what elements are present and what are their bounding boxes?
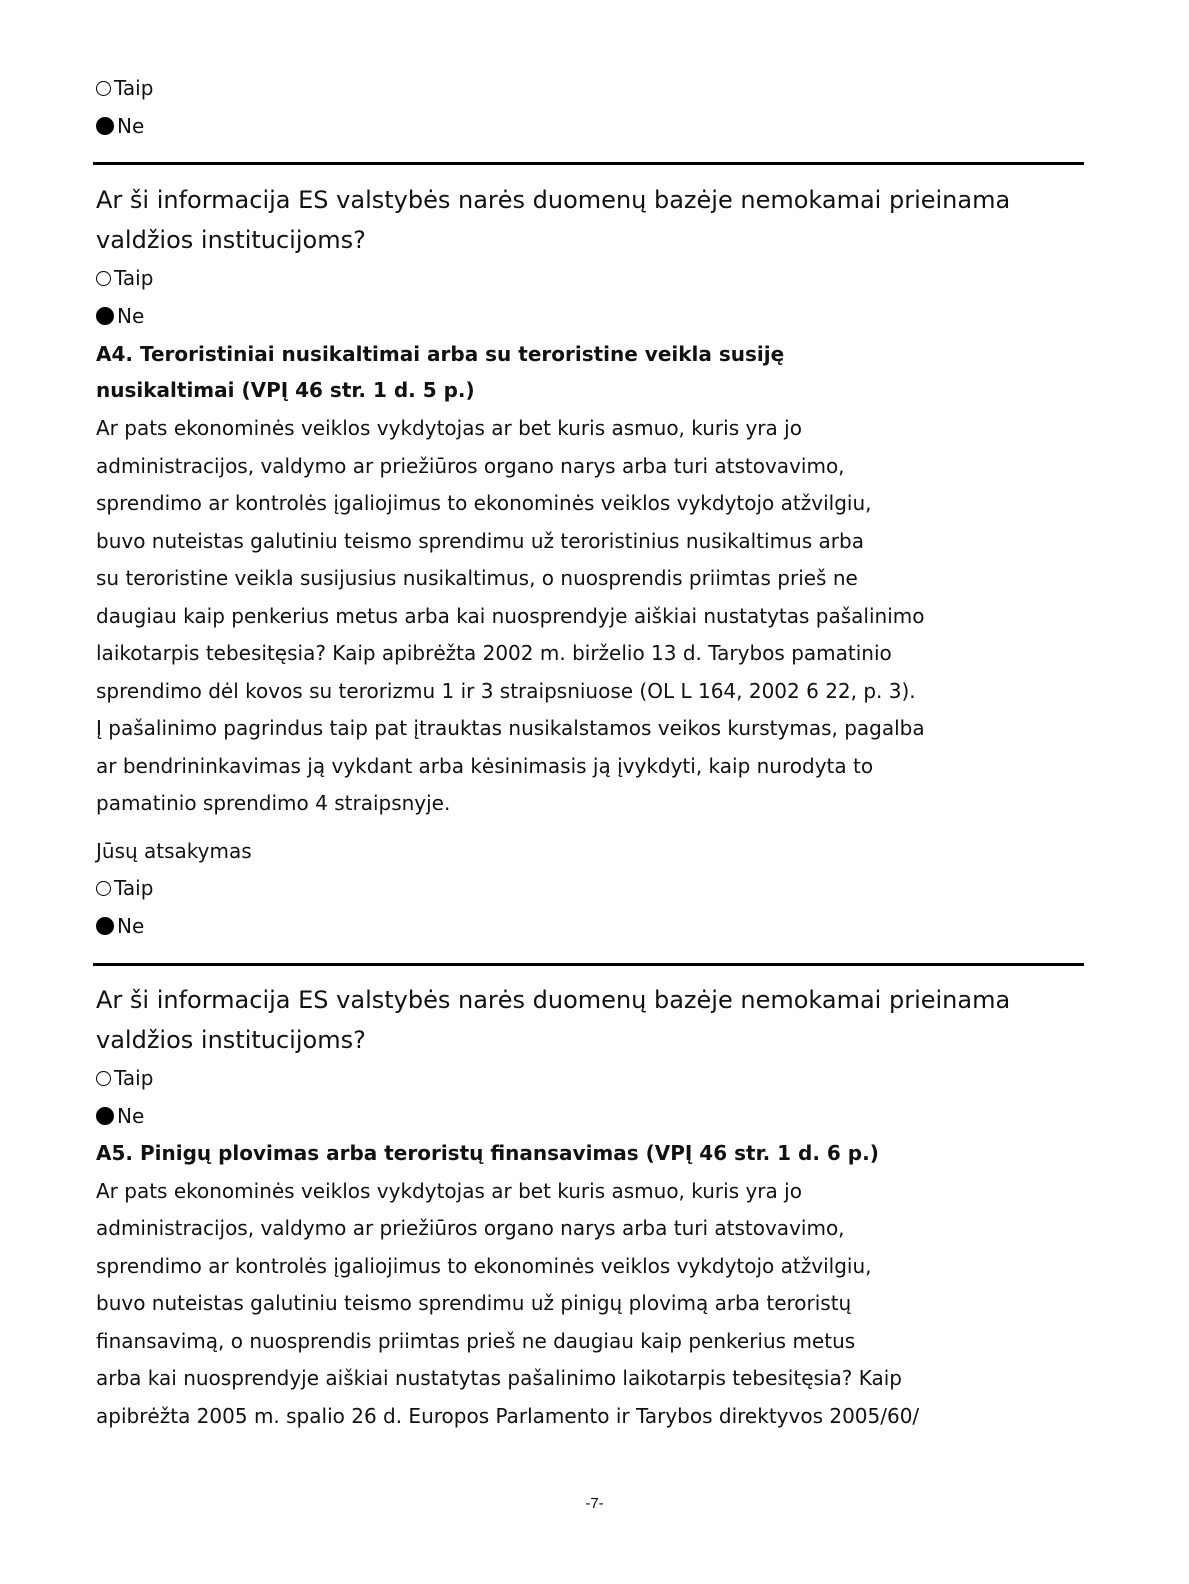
radio-checked-icon [96,307,114,325]
radio-option-taip[interactable] [96,69,153,107]
body-line: pamatinio sprendimo 4 straipsnyje. [96,791,451,815]
radio-checked-icon [96,917,114,935]
radio-option-ne[interactable] [96,1097,144,1135]
body-line: finansavimą, o nuosprendis priimtas prieš ne daugiau kaip penkerius metus [96,1329,856,1353]
radio-option-taip[interactable] [96,869,153,907]
body-line: sprendimo dėl kovos su terorizmu 1 ir 3 straipsniuose (OL L 164, 2002 6 22, p. 3). [96,679,916,703]
section-heading-a4: nusikaltimai (VPĮ 46 str. 1 d. 5 p.) [96,378,475,402]
section-heading-a4: A4. Teroristiniai nusikaltimai arba su teroristine veikla susiję [96,342,785,366]
body-line: arba kai nuosprendyje aiškiai nustatytas pašalinimo laikotarpis tebesitęsia? Kaip [96,1366,902,1390]
question-text: Ar ši informacija ES valstybės narės duomenų bazėje nemokamai prieinama [96,986,1011,1014]
radio-option-ne[interactable] [96,907,144,945]
body-line: daugiau kaip penkerius metus arba kai nuosprendyje aiškiai nustatytas pašalinimo [96,604,925,628]
body-line: sprendimo ar kontrolės įgaliojimus to ekonominės veiklos vykdytojo atžvilgiu, [96,491,872,515]
body-line: administracijos, valdymo ar priežiūros organo narys arba turi atstovavimo, [96,1216,845,1240]
body-line: apibrėžta 2005 m. spalio 26 d. Europos Parlamento ir Tarybos direktyvos 2005/60/ [96,1404,920,1428]
body-line: su teroristine veikla susijusius nusikaltimus, o nuosprendis priimtas prieš ne [96,566,858,590]
section-heading-a5: A5. Pinigų plovimas arba teroristų finansavimas (VPĮ 46 str. 1 d. 6 p.) [96,1141,879,1165]
body-line: administracijos, valdymo ar priežiūros organo narys arba turi atstovavimo, [96,454,845,478]
radio-unchecked-icon [96,81,111,96]
radio-unchecked-icon [96,1071,111,1086]
body-line: Į pašalinimo pagrindus taip pat įtrauktas nusikalstamos veikos kurstymas, pagalba [96,716,925,740]
body-line: buvo nuteistas galutiniu teismo sprendimu už teroristinius nusikaltimus arba [96,529,864,553]
body-line: Ar pats ekonominės veiklos vykdytojas ar bet kuris asmuo, kuris yra jo [96,1179,802,1203]
radio-label: Taip [114,876,154,900]
divider [93,963,1084,966]
radio-checked-icon [96,1107,114,1125]
radio-label: Ne [117,1104,145,1128]
radio-option-taip[interactable] [96,1059,153,1097]
radio-label: Ne [117,114,145,138]
radio-label: Ne [117,914,145,938]
body-line: buvo nuteistas galutiniu teismo sprendimu už pinigų plovimą arba teroristų [96,1291,852,1315]
radio-option-ne[interactable] [96,107,144,145]
radio-checked-icon [96,117,114,135]
question-text: valdžios institucijoms? [96,226,366,254]
body-line: sprendimo ar kontrolės įgaliojimus to ekonominės veiklos vykdytojo atžvilgiu, [96,1254,872,1278]
question-text: Ar ši informacija ES valstybės narės duomenų bazėje nemokamai prieinama [96,186,1011,214]
radio-label: Taip [114,1066,154,1090]
body-line: ar bendrininkavimas ją vykdant arba kėsinimasis ją įvykdyti, kaip nurodyta to [96,754,874,778]
question-text: valdžios institucijoms? [96,1026,366,1054]
divider [93,162,1084,165]
body-line: Ar pats ekonominės veiklos vykdytojas ar bet kuris asmuo, kuris yra jo [96,416,802,440]
radio-unchecked-icon [96,271,111,286]
radio-label: Taip [114,76,154,100]
body-line: laikotarpis tebesitęsia? Kaip apibrėžta 2002 m. birželio 13 d. Tarybos pamatinio [96,641,892,665]
page-number: -7- [585,1495,604,1512]
radio-label: Ne [117,304,145,328]
radio-option-taip[interactable] [96,259,153,297]
radio-unchecked-icon [96,881,111,896]
radio-label: Taip [114,266,154,290]
answer-label: Jūsų atsakymas [96,839,252,863]
radio-option-ne[interactable] [96,297,144,335]
